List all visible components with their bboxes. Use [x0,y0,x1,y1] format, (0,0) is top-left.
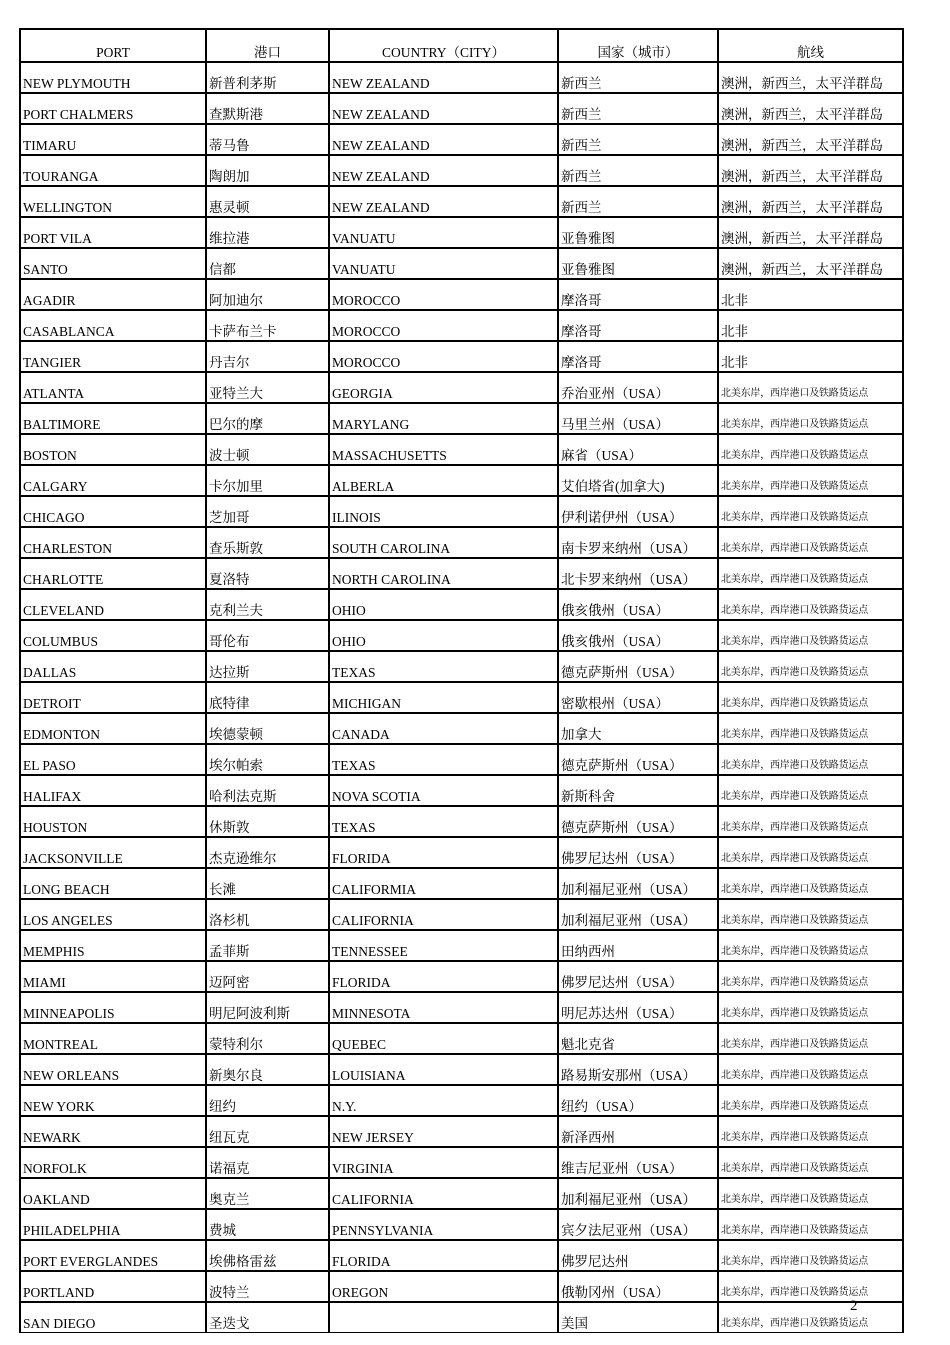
cell-port-cn: 维拉港 [206,217,329,248]
cell-country-cn: 德克萨斯州（USA） [558,806,718,837]
cell-port-cn: 新普利茅斯 [206,62,329,93]
cell-port: AGADIR [20,279,206,310]
cell-country: VIRGINIA [329,1147,558,1178]
table-row [20,155,903,186]
cell-port: SAN DIEGO [20,1302,206,1333]
table-row [20,713,903,744]
cell-port: COLUMBUS [20,620,206,651]
cell-country: PENNSYLVANIA [329,1209,558,1240]
table-row [20,279,903,310]
cell-port: PORT VILA [20,217,206,248]
table-row [20,992,903,1023]
cell-port-cn: 夏洛特 [206,558,329,589]
cell-port: LONG BEACH [20,868,206,899]
table-row [20,217,903,248]
cell-country-cn: 加利福尼亚州（USA） [558,899,718,930]
cell-port: NEWARK [20,1116,206,1147]
cell-port-cn: 埃尔帕索 [206,744,329,775]
cell-country-cn: 新西兰 [558,186,718,217]
cell-port-cn: 长滩 [206,868,329,899]
table-row [20,806,903,837]
cell-port: JACKSONVILLE [20,837,206,868]
cell-route: 北美东岸，西岸港口及铁路货运点 [718,589,903,620]
table-row [20,310,903,341]
cell-port-cn: 查默斯港 [206,93,329,124]
cell-country-cn: 路易斯安那州（USA） [558,1054,718,1085]
table-row [20,248,903,279]
cell-country-cn: 麻省（USA） [558,434,718,465]
cell-country: NOVA SCOTIA [329,775,558,806]
cell-country-cn: 田纳西州 [558,930,718,961]
cell-country: NEW ZEALAND [329,186,558,217]
cell-port-cn: 奥克兰 [206,1178,329,1209]
table-row [20,496,903,527]
cell-route: 澳洲，新西兰，太平洋群岛 [718,155,903,186]
cell-port-cn: 卡萨布兰卡 [206,310,329,341]
cell-route: 北美东岸，西岸港口及铁路货运点 [718,713,903,744]
cell-route: 北美东岸，西岸港口及铁路货运点 [718,775,903,806]
cell-route: 北美东岸，西岸港口及铁路货运点 [718,806,903,837]
cell-route: 北美东岸，西岸港口及铁路货运点 [718,1209,903,1240]
table-row [20,682,903,713]
cell-port-cn: 埃佛格雷兹 [206,1240,329,1271]
cell-country: OHIO [329,589,558,620]
cell-port-cn: 孟菲斯 [206,930,329,961]
cell-route: 北美东岸，西岸港口及铁路货运点 [718,372,903,403]
cell-port: MONTREAL [20,1023,206,1054]
cell-country-cn: 纽约（USA） [558,1085,718,1116]
cell-country: MARYLANG [329,403,558,434]
cell-route: 北美东岸，西岸港口及铁路货运点 [718,899,903,930]
cell-port: EDMONTON [20,713,206,744]
cell-port: ATLANTA [20,372,206,403]
cell-route: 北美东岸，西岸港口及铁路货运点 [718,930,903,961]
cell-route: 澳洲，新西兰，太平洋群岛 [718,93,903,124]
cell-country-cn: 马里兰州（USA） [558,403,718,434]
table-row [20,62,903,93]
cell-route: 北美东岸，西岸港口及铁路货运点 [718,1085,903,1116]
cell-country: SOUTH CAROLINA [329,527,558,558]
cell-port-cn: 纽约 [206,1085,329,1116]
cell-country: ILINOIS [329,496,558,527]
cell-country-cn: 加利福尼亚州（USA） [558,1178,718,1209]
cell-route: 北美东岸，西岸港口及铁路货运点 [718,620,903,651]
cell-country: NEW ZEALAND [329,155,558,186]
cell-port: LOS ANGELES [20,899,206,930]
cell-country-cn: 佛罗尼达州（USA） [558,961,718,992]
cell-route: 澳洲，新西兰，太平洋群岛 [718,62,903,93]
cell-country-cn: 新西兰 [558,62,718,93]
cell-country: OREGON [329,1271,558,1302]
cell-country: CANADA [329,713,558,744]
cell-country-cn: 南卡罗来纳州（USA） [558,527,718,558]
cell-country-cn: 新西兰 [558,124,718,155]
cell-country: VANUATU [329,248,558,279]
cell-route: 北美东岸，西岸港口及铁路货运点 [718,403,903,434]
cell-country: TEXAS [329,806,558,837]
table-row [20,744,903,775]
table-row [20,465,903,496]
cell-country: NORTH CAROLINA [329,558,558,589]
cell-port-cn: 达拉斯 [206,651,329,682]
cell-port: TANGIER [20,341,206,372]
cell-country: TENNESSEE [329,930,558,961]
cell-country: ALBERLA [329,465,558,496]
cell-port: TIMARU [20,124,206,155]
cell-country-cn: 佛罗尼达州 [558,1240,718,1271]
cell-route: 北美东岸，西岸港口及铁路货运点 [718,1023,903,1054]
table-row [20,837,903,868]
cell-country-cn: 俄亥俄州（USA） [558,620,718,651]
table-row [20,186,903,217]
cell-route: 北美东岸，西岸港口及铁路货运点 [718,1271,903,1302]
cell-port: EL PASO [20,744,206,775]
table-row [20,527,903,558]
header-route: 航线 [718,29,903,62]
cell-country-cn: 摩洛哥 [558,279,718,310]
table-row [20,1147,903,1178]
cell-port: HOUSTON [20,806,206,837]
cell-port-cn: 陶朗加 [206,155,329,186]
cell-country: TEXAS [329,744,558,775]
cell-port: CHARLESTON [20,527,206,558]
cell-port-cn: 蒂马鲁 [206,124,329,155]
cell-port: PHILADELPHIA [20,1209,206,1240]
cell-port-cn: 明尼阿波利斯 [206,992,329,1023]
cell-port-cn: 杰克逊维尔 [206,837,329,868]
cell-country-cn: 俄亥俄州（USA） [558,589,718,620]
cell-route: 北美东岸，西岸港口及铁路货运点 [718,992,903,1023]
cell-country-cn: 魁北克省 [558,1023,718,1054]
cell-port: CHARLOTTE [20,558,206,589]
cell-port-cn: 波士顿 [206,434,329,465]
table-row [20,589,903,620]
cell-port-cn: 克利兰夫 [206,589,329,620]
cell-port: MIAMI [20,961,206,992]
cell-country-cn: 加拿大 [558,713,718,744]
cell-port-cn: 阿加迪尔 [206,279,329,310]
cell-country-cn: 摩洛哥 [558,341,718,372]
cell-route: 北美东岸，西岸港口及铁路货运点 [718,1302,903,1333]
cell-country: FLORIDA [329,837,558,868]
cell-port: MINNEAPOLIS [20,992,206,1023]
cell-route: 澳洲，新西兰，太平洋群岛 [718,248,903,279]
cell-country-cn: 美国 [558,1302,718,1333]
header-country-cn: 国家（城市） [558,29,718,62]
cell-route: 北美东岸，西岸港口及铁路货运点 [718,558,903,589]
cell-port-cn: 惠灵顿 [206,186,329,217]
cell-country: MOROCCO [329,310,558,341]
cell-country: FLORIDA [329,961,558,992]
cell-route: 澳洲，新西兰，太平洋群岛 [718,217,903,248]
table-row [20,1023,903,1054]
table-row [20,961,903,992]
cell-country: NEW ZEALAND [329,62,558,93]
cell-port: SANTO [20,248,206,279]
cell-route: 北美东岸，西岸港口及铁路货运点 [718,1147,903,1178]
header-country: COUNTRY（CITY） [329,29,558,62]
cell-country-cn: 乔治亚州（USA） [558,372,718,403]
cell-port-cn: 丹吉尔 [206,341,329,372]
cell-country-cn: 佛罗尼达州（USA） [558,837,718,868]
cell-country-cn: 德克萨斯州（USA） [558,744,718,775]
cell-country-cn: 艾伯塔省(加拿大) [558,465,718,496]
table-row [20,93,903,124]
cell-port-cn: 哈利法克斯 [206,775,329,806]
cell-port-cn: 巴尔的摩 [206,403,329,434]
cell-route: 北美东岸，西岸港口及铁路货运点 [718,1240,903,1271]
cell-country-cn: 新泽西州 [558,1116,718,1147]
cell-country-cn: 维吉尼亚州（USA） [558,1147,718,1178]
cell-port-cn: 埃德蒙顿 [206,713,329,744]
table-row [20,1116,903,1147]
cell-country: LOUISIANA [329,1054,558,1085]
cell-country: OHIO [329,620,558,651]
cell-route: 北非 [718,279,903,310]
cell-route: 北美东岸，西岸港口及铁路货运点 [718,868,903,899]
cell-route: 北美东岸，西岸港口及铁路货运点 [718,961,903,992]
cell-country-cn: 新西兰 [558,155,718,186]
cell-country: TEXAS [329,651,558,682]
cell-country: MOROCCO [329,341,558,372]
cell-port-cn: 新奥尔良 [206,1054,329,1085]
cell-country-cn: 亚鲁雅图 [558,248,718,279]
cell-route: 北美东岸，西岸港口及铁路货运点 [718,465,903,496]
table-row [20,651,903,682]
cell-route: 北美东岸，西岸港口及铁路货运点 [718,744,903,775]
cell-country: VANUATU [329,217,558,248]
cell-port: HALIFAX [20,775,206,806]
cell-route: 北美东岸，西岸港口及铁路货运点 [718,496,903,527]
cell-country-cn: 新斯科舍 [558,775,718,806]
cell-country-cn: 俄勒冈州（USA） [558,1271,718,1302]
cell-port-cn: 诺福克 [206,1147,329,1178]
cell-country-cn: 密歇根州（USA） [558,682,718,713]
cell-country-cn: 摩洛哥 [558,310,718,341]
table-row [20,620,903,651]
cell-port-cn: 哥伦布 [206,620,329,651]
table-row [20,930,903,961]
cell-port: CASABLANCA [20,310,206,341]
table-row [20,434,903,465]
cell-country: QUEBEC [329,1023,558,1054]
cell-port: BOSTON [20,434,206,465]
cell-country [329,1302,558,1333]
cell-route: 北美东岸，西岸港口及铁路货运点 [718,651,903,682]
port-table [19,28,904,1333]
cell-country: NEW JERSEY [329,1116,558,1147]
cell-country: CALIFORMIA [329,868,558,899]
table-row [20,1271,903,1302]
cell-port-cn: 波特兰 [206,1271,329,1302]
cell-country: MICHIGAN [329,682,558,713]
cell-country: NEW ZEALAND [329,124,558,155]
cell-port: WELLINGTON [20,186,206,217]
cell-route: 北美东岸，西岸港口及铁路货运点 [718,1178,903,1209]
cell-route: 北美东岸，西岸港口及铁路货运点 [718,434,903,465]
table-row [20,1240,903,1271]
table-row [20,868,903,899]
cell-port: MEMPHIS [20,930,206,961]
cell-country: MINNESOTA [329,992,558,1023]
cell-country-cn: 明尼苏达州（USA） [558,992,718,1023]
cell-port: DETROIT [20,682,206,713]
cell-port-cn: 洛杉机 [206,899,329,930]
cell-country: MASSACHUSETTS [329,434,558,465]
cell-country: FLORIDA [329,1240,558,1271]
cell-country: MOROCCO [329,279,558,310]
table-row [20,1302,903,1333]
cell-route: 北美东岸，西岸港口及铁路货运点 [718,837,903,868]
header-port: PORT [20,29,206,62]
cell-port: NORFOLK [20,1147,206,1178]
table-row [20,558,903,589]
header-row [20,29,903,62]
cell-port: NEW ORLEANS [20,1054,206,1085]
cell-country-cn: 加利福尼亚州（USA） [558,868,718,899]
table-row [20,372,903,403]
cell-route: 澳洲，新西兰，太平洋群岛 [718,124,903,155]
cell-port: NEW PLYMOUTH [20,62,206,93]
cell-country-cn: 北卡罗来纳州（USA） [558,558,718,589]
cell-country-cn: 伊利诺伊州（USA） [558,496,718,527]
cell-port-cn: 亚特兰大 [206,372,329,403]
table-row [20,403,903,434]
table-row [20,1209,903,1240]
cell-port: PORTLAND [20,1271,206,1302]
cell-port: PORT EVERGLANDES [20,1240,206,1271]
cell-port: PORT CHALMERS [20,93,206,124]
cell-port: CALGARY [20,465,206,496]
table-row [20,1178,903,1209]
page-number: 2 [850,1298,858,1314]
cell-country-cn: 德克萨斯州（USA） [558,651,718,682]
cell-country: NEW ZEALAND [329,93,558,124]
cell-country-cn: 新西兰 [558,93,718,124]
cell-route: 北非 [718,341,903,372]
cell-port-cn: 纽瓦克 [206,1116,329,1147]
cell-port-cn: 信都 [206,248,329,279]
cell-country: CALIFORNIA [329,1178,558,1209]
cell-port-cn: 蒙特利尔 [206,1023,329,1054]
table-row [20,341,903,372]
cell-port: CHICAGO [20,496,206,527]
cell-route: 北美东岸，西岸港口及铁路货运点 [718,1116,903,1147]
cell-port: NEW YORK [20,1085,206,1116]
cell-port-cn: 芝加哥 [206,496,329,527]
cell-port: DALLAS [20,651,206,682]
table-row [20,1085,903,1116]
cell-country: GEORGIA [329,372,558,403]
cell-country: N.Y. [329,1085,558,1116]
cell-route: 北非 [718,310,903,341]
cell-port-cn: 底特律 [206,682,329,713]
cell-port-cn: 圣迭戈 [206,1302,329,1333]
header-port-cn: 港口 [206,29,329,62]
cell-route: 北美东岸，西岸港口及铁路货运点 [718,1054,903,1085]
cell-route: 澳洲，新西兰，太平洋群岛 [718,186,903,217]
cell-country: CALIFORNIA [329,899,558,930]
cell-country-cn: 亚鲁雅图 [558,217,718,248]
cell-port-cn: 休斯敦 [206,806,329,837]
cell-port: CLEVELAND [20,589,206,620]
table-row [20,899,903,930]
cell-port-cn: 费城 [206,1209,329,1240]
cell-port-cn: 迈阿密 [206,961,329,992]
table-row [20,1054,903,1085]
cell-route: 北美东岸，西岸港口及铁路货运点 [718,682,903,713]
cell-route: 北美东岸，西岸港口及铁路货运点 [718,527,903,558]
cell-port-cn: 卡尔加里 [206,465,329,496]
table-row [20,775,903,806]
cell-port-cn: 查乐斯敦 [206,527,329,558]
cell-country-cn: 宾夕法尼亚州（USA） [558,1209,718,1240]
table-row [20,124,903,155]
cell-port: OAKLAND [20,1178,206,1209]
cell-port: BALTIMORE [20,403,206,434]
cell-port: TOURANGA [20,155,206,186]
